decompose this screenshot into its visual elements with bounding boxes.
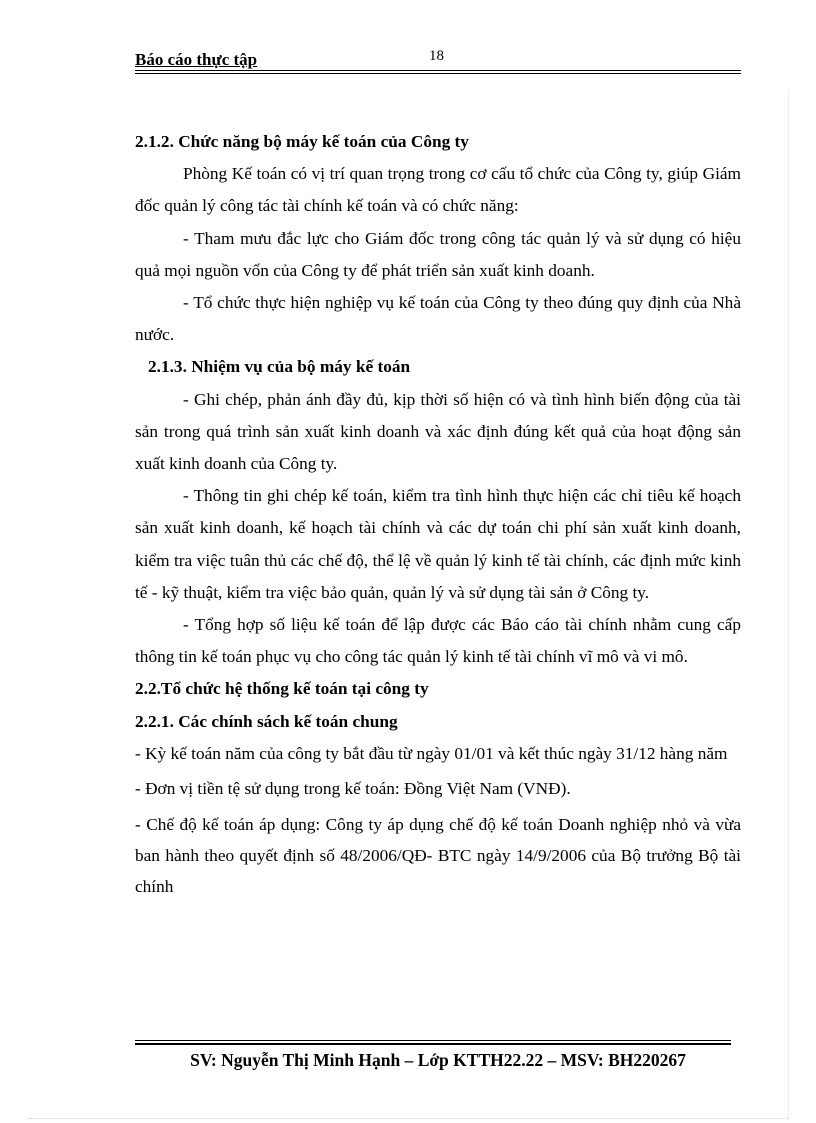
list-item-thong-tin: - Thông tin ghi chép kế toán, kiểm tra tình hình thực hiện các chỉ tiêu kế hoạch sản xuất kinh doanh, kế hoạch tài chính và các dự toán chi phí sản xuất kinh doanh, kiểm tra việc tuân thủ các chế độ, thể lệ về quản lý kinh tế tài chính, các định mức kinh tế - kỹ thuật, kiểm tra việc bảo quản, quản lý và sử dụng tài sản ở Công ty.: [135, 486, 741, 602]
list-item-che-do: - Chế độ kế toán áp dụng: Công ty áp dụng chế độ kế toán Doanh nghiệp nhỏ và vừa ban hành theo quyết định số 48/2006/QĐ- BTC ngày 14/9/2006 của Bộ trưởng Bộ tài chính: [135, 815, 741, 897]
heading-2-1-3: 2.1.3. Nhiệm vụ của bộ máy kế toán: [148, 357, 411, 377]
page-border-right: [788, 90, 789, 1120]
heading-2-1-2: 2.1.2. Chức năng bộ máy kế toán của Công ty: [135, 132, 469, 151]
list-item-to-chuc: - Tổ chức thực hiện nghiệp vụ kế toán của Công ty theo đúng quy định của Nhà nước.: [135, 293, 741, 345]
page-number: 18: [429, 48, 444, 64]
header-title: Báo cáo thực tập: [135, 50, 258, 69]
heading-2-2-1: 2.2.1. Các chính sách kế toán chung: [135, 711, 398, 731]
list-item-ghi-chep: - Ghi chép, phản ánh đầy đủ, kịp thời số hiện có và tình hình biến động của tài sản trong quá trình sản xuất kinh doanh và xác định đúng kết quả của hoạt động sản xuất kinh doanh của Công ty.: [135, 389, 741, 474]
header-rule-bottom: [135, 73, 741, 74]
page-border-bottom: [28, 1118, 788, 1119]
page-content: [135, 126, 741, 902]
page-footer: SV: Nguyễn Thị Minh Hạnh – Lớp KTTH22.22 – MSV: BH220267: [190, 1050, 686, 1070]
list-item-tham-muu: - Tham mưu đắc lực cho Giám đốc trong công tác quản lý và sử dụng có hiệu quả mọi nguồn vốn của Công ty để phát triển sản xuất kinh doanh.: [135, 228, 741, 280]
list-item-don-vi-tien-te: - Đơn vị tiền tệ sử dụng trong kế toán: Đồng Việt Nam (VNĐ).: [135, 778, 571, 798]
header-rule-top: [135, 70, 741, 71]
heading-2-2: 2.2.Tổ chức hệ thống kế toán tại công ty: [135, 679, 429, 699]
footer-rule-bottom: [135, 1043, 731, 1045]
list-item-tong-hop: - Tổng hợp số liệu kế toán để lập được các Báo cáo tài chính nhằm cung cấp thông tin kế toán phục vụ cho công tác quản lý kinh tế tài chính vĩ mô và vi mô.: [135, 615, 741, 667]
list-item-ky-ke-toan: - Kỳ kế toán năm của công ty bắt đầu từ ngày 01/01 và kết thúc ngày 31/12 hàng năm: [135, 743, 728, 763]
paragraph-phong-ke-toan: Phòng Kế toán có vị trí quan trọng trong cơ cấu tổ chức của Công ty, giúp Giám đốc quản lý công tác tài chính kế toán và có chức năng:: [135, 164, 741, 216]
footer-rule-top: [135, 1040, 731, 1041]
